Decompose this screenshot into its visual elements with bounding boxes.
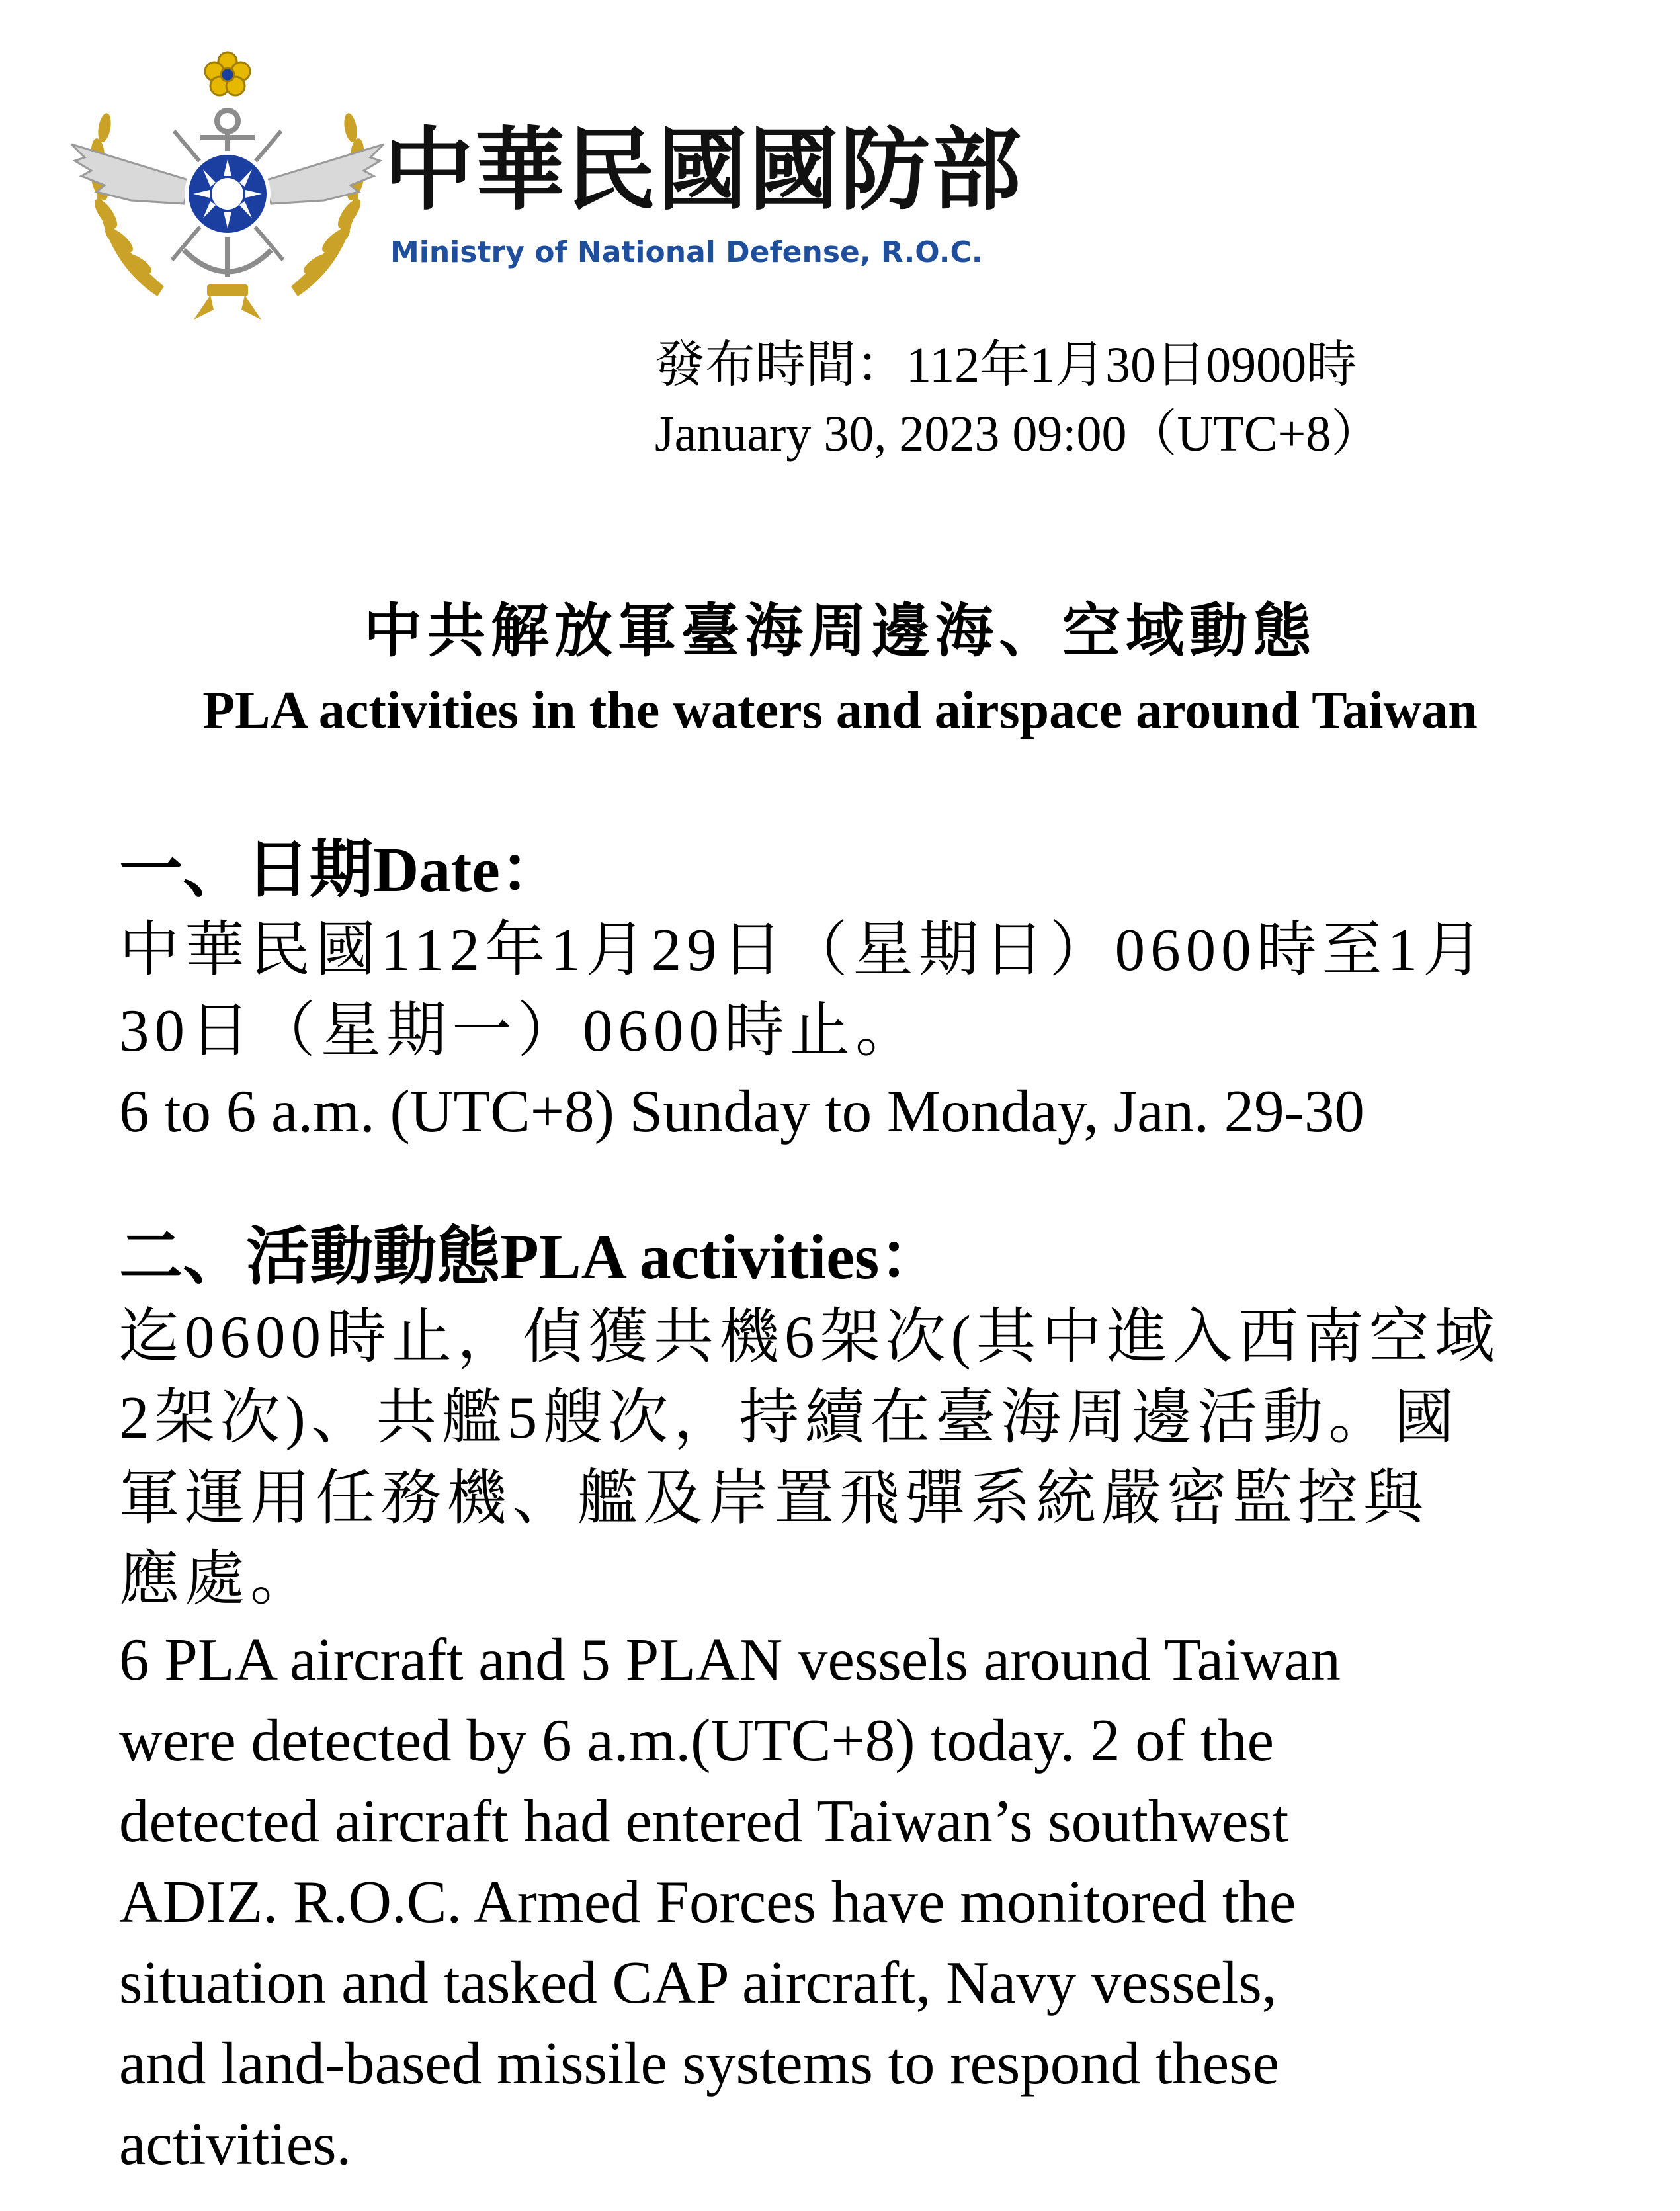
release-time-zh: 發布時間：112年1月30日0900時 (655, 337, 1357, 393)
section-date-heading: 一、日期Date： (119, 834, 564, 905)
activities-en-line: 6 PLA aircraft and 5 PLAN vessels around Taiwan (119, 1626, 1341, 1693)
section-activities-en (119, 1620, 1627, 2185)
activities-en-line: were detected by 6 a.m.(UTC+8) today. 2 of the (119, 1707, 1275, 1774)
activities-zh-line: 迄0600時止，偵獲共機6架次(其中進入西南空域 (119, 1303, 1500, 1370)
activities-en-line: ADIZ. R.O.C. Armed Forces have monitored the (119, 1868, 1296, 1935)
blue-sky-white-sun-icon (187, 153, 269, 235)
section-activities-zh (119, 1297, 1627, 1620)
section-date-en: 6 to 6 a.m. (UTC+8) Sunday to Monday, Jan. 29-30 (119, 1078, 1365, 1145)
activities-en-line: and land-based missile systems to respond these (119, 2030, 1279, 2097)
ministry-emblem-logo (58, 38, 397, 323)
section-activities-heading: 二、活動動態PLA activities： (119, 1221, 943, 1292)
ministry-name-en: Ministry of National Defense, R.O.C. (390, 236, 983, 269)
activities-en-line: situation and tasked CAP aircraft, Navy vessels, (119, 1949, 1277, 2016)
ribbon-tie-icon (194, 284, 261, 320)
section-activities (119, 1217, 1627, 2185)
activities-en-line: detected aircraft had entered Taiwan’s southwest (119, 1788, 1289, 1854)
document-title-zh: 中共解放軍臺海周邊海、空域動態 (363, 596, 1316, 665)
section-date (119, 830, 1627, 1152)
section-date-zh-line: 中華民國112年1月29日（星期日）0600時至1月 (119, 916, 1489, 983)
plum-blossom-icon (205, 52, 250, 95)
activities-en-line: activities. (119, 2110, 352, 2177)
document-title-en: PLA activities in the waters and airspace around Taiwan (202, 681, 1478, 740)
wheat-wreath-right-icon (291, 112, 368, 296)
release-time (655, 331, 1381, 468)
release-time-en: January 30, 2023 09:00（UTC+8） (655, 406, 1382, 462)
activities-zh-line: 軍運用任務機、艦及岸置飛彈系統嚴密監控與 (119, 1465, 1429, 1532)
section-date-zh-line: 30日（星期一）0600時止。 (119, 997, 921, 1064)
activities-zh-line: 2架次)、共艦5艘次，持續在臺海周邊活動。國 (119, 1384, 1460, 1451)
wheat-wreath-left-icon (87, 112, 164, 296)
activities-zh-line: 應處。 (119, 1545, 316, 1612)
ministry-name-zh: 中華民國國防部 (384, 118, 1023, 223)
